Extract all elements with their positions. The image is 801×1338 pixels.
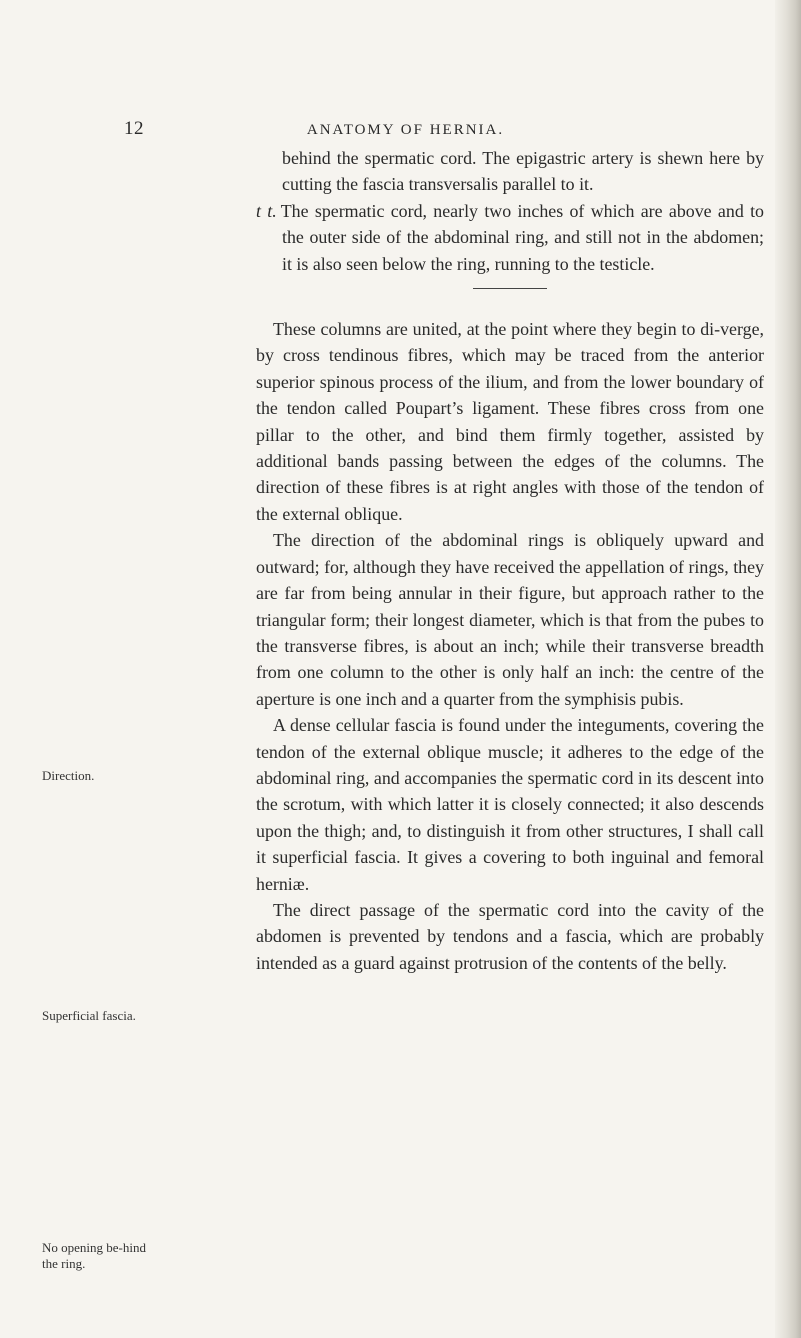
page-number: 12 (124, 118, 144, 139)
figure-reference-text: The spermatic cord, nearly two inches of which are above and to the outer side of the abdominal ring, and still not in the abdomen; it is also seen below the ring, running to the testicle. (280, 200, 764, 274)
sidenote-direction: Direction. (42, 768, 95, 783)
body-text (256, 145, 764, 976)
sidenote-no-opening: No opening be-hind the ring. (42, 1240, 146, 1271)
figure-reference-tt (256, 198, 764, 277)
paragraph-superficial-fascia: A dense cellular fascia is found under the integuments, covering the tendon of the external oblique muscle; it adheres to the edge of the abdominal ring, and accompanies the spermatic cord in its descent into the scrotum, with which latter it is closely connected; it also descends upon the thigh; and, to distinguish it from other structures, I shall call it superficial fascia. It gives a covering to both inguinal and femoral herniæ. (256, 715, 764, 894)
running-title: ANATOMY OF HERNIA. (306, 122, 505, 138)
figure-key: t t. (256, 200, 277, 221)
sidenote-superficial-fascia: Superficial fascia. (42, 1008, 136, 1023)
section-divider (473, 288, 547, 289)
paragraph-direction: The direction of the abdominal rings is obliquely upward and outward; for, although they have received the appellation of rings, they are far from being annular in their figure, but approach rather to the triangular form; their longest diameter, which is that from the pubes to the transverse fibres, is about an inch; while their transverse breadth from one column to the other is only half an inch: the centre of the aperture is one inch and a quarter from the symphisis pubis. (256, 530, 765, 709)
continued-paragraph: behind the spermatic cord. The epigastric artery is shewn here by cutting the fascia transversalis parallel to it. (282, 148, 764, 195)
paragraph-direct-passage: The direct passage of the spermatic cord into the cavity of the abdomen is prevented by tendons and a fascia, which are probably intended as a guard against protrusion of the contents of the belly. (256, 899, 764, 973)
page-gutter-shadow (775, 0, 801, 1338)
paragraph-columns: These columns are united, at the point where they begin to di-verge, by cross tendinous fibres, which may be traced from the anterior superior spinous process of the ilium, and from the lower boundary of the tendon called Poupart’s ligament. These fibres cross from one pillar to the other, and bind them firmly together, assisted by additional bands passing between the edges of the columns. The direction of these fibres is at right angles with those of the tendon of the external oblique. (256, 319, 764, 524)
